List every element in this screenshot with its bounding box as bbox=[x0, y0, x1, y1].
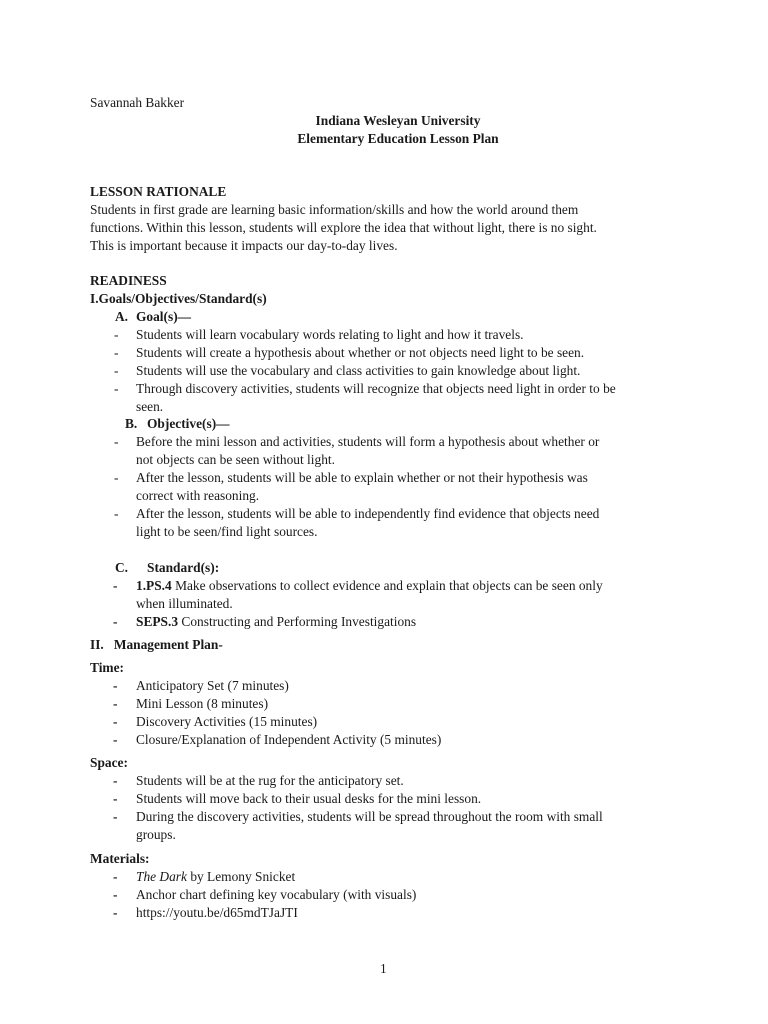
standard-code: 1.PS.4 bbox=[136, 578, 172, 593]
materials-item bbox=[136, 868, 295, 886]
time-item: Anticipatory Set (7 minutes) bbox=[136, 678, 289, 693]
section-i-heading: I.Goals/Objectives/Standard(s) bbox=[90, 291, 267, 306]
standard-code: SEPS.3 bbox=[136, 614, 179, 629]
standard-item-continued: when illuminated. bbox=[136, 596, 233, 611]
goal-item: Through discovery activities, students will recognize that objects need light in order to be bbox=[136, 381, 616, 396]
bullet: - bbox=[114, 327, 119, 342]
document-title: Elementary Education Lesson Plan bbox=[297, 131, 499, 146]
author-name: Savannah Bakker bbox=[90, 95, 185, 110]
time-item: Mini Lesson (8 minutes) bbox=[136, 696, 269, 711]
bullet: - bbox=[114, 363, 119, 378]
bullet: - bbox=[113, 696, 118, 711]
bullet: - bbox=[114, 381, 119, 396]
objective-item-continued: light to be seen/find light sources. bbox=[136, 524, 318, 539]
space-heading: Space: bbox=[90, 755, 128, 770]
bullet: - bbox=[113, 578, 118, 593]
space-item: Students will move back to their usual desks for the mini lesson. bbox=[136, 791, 482, 806]
objective-item-continued: correct with reasoning. bbox=[136, 488, 260, 503]
bullet: - bbox=[113, 678, 118, 693]
space-item: During the discovery activities, students will be spread throughout the room with small bbox=[136, 809, 603, 824]
goal-item: Students will learn vocabulary words relating to light and how it travels. bbox=[136, 327, 524, 342]
rationale-heading: LESSON RATIONALE bbox=[90, 184, 227, 199]
goal-item-continued: seen. bbox=[136, 399, 164, 414]
standard-item bbox=[136, 613, 416, 631]
objective-item: After the lesson, students will be able to explain whether or not their hypothesis was bbox=[136, 470, 588, 485]
standards-label: C. bbox=[115, 560, 129, 575]
bullet: - bbox=[113, 887, 118, 902]
goal-item: Students will use the vocabulary and class activities to gain knowledge about light. bbox=[136, 363, 581, 378]
standard-text: Make observations to collect evidence and explain that objects can be seen only bbox=[171, 578, 603, 593]
management-heading: II. Management Plan- bbox=[90, 637, 223, 652]
bullet: - bbox=[113, 732, 118, 747]
space-item-continued: groups. bbox=[136, 827, 176, 842]
objective-item: Before the mini lesson and activities, students will form a hypothesis about whether or bbox=[136, 434, 600, 449]
university-name: Indiana Wesleyan University bbox=[315, 113, 481, 128]
bullet: - bbox=[114, 470, 119, 485]
page-number: 1 bbox=[380, 961, 387, 976]
bullet: - bbox=[113, 905, 118, 920]
objective-item: After the lesson, students will be able to independently find evidence that objects need bbox=[136, 506, 600, 521]
bullet: - bbox=[114, 345, 119, 360]
bullet: - bbox=[113, 773, 118, 788]
objective-item-continued: not objects can be seen without light. bbox=[136, 452, 335, 467]
goals-label: A. bbox=[115, 309, 129, 324]
space-item: Students will be at the rug for the anticipatory set. bbox=[136, 773, 404, 788]
goals-heading: Goal(s)— bbox=[136, 309, 192, 324]
objectives-label: B. bbox=[125, 416, 138, 431]
bullet: - bbox=[114, 506, 119, 521]
bullet: - bbox=[113, 809, 118, 824]
bullet: - bbox=[114, 434, 119, 449]
readiness-heading: READINESS bbox=[90, 273, 167, 288]
time-item: Closure/Explanation of Independent Activity (5 minutes) bbox=[136, 732, 442, 747]
bullet: - bbox=[113, 791, 118, 806]
goal-item: Students will create a hypothesis about whether or not objects need light to be seen. bbox=[136, 345, 585, 360]
standard-text: Constructing and Performing Investigations bbox=[178, 614, 417, 629]
time-item: Discovery Activities (15 minutes) bbox=[136, 714, 318, 729]
time-heading: Time: bbox=[90, 660, 124, 675]
book-title: The Dark bbox=[136, 869, 187, 884]
standards-heading: Standard(s): bbox=[147, 560, 220, 575]
bullet: - bbox=[113, 869, 118, 884]
standard-item bbox=[136, 577, 603, 595]
video-link[interactable]: https://youtu.be/d65mdTJaJTI bbox=[136, 905, 298, 920]
bullet: - bbox=[113, 714, 118, 729]
rationale-line: This is important because it impacts our day-to-day lives. bbox=[90, 238, 398, 253]
book-author: by Lemony Snicket bbox=[186, 869, 296, 884]
rationale-line: Students in first grade are learning basic information/skills and how the world around them bbox=[90, 202, 579, 217]
materials-heading: Materials: bbox=[90, 851, 150, 866]
bullet: - bbox=[113, 614, 118, 629]
rationale-line: functions. Within this lesson, students will explore the idea that without light, there is no sight. bbox=[90, 220, 597, 235]
objectives-heading: Objective(s)— bbox=[147, 416, 230, 431]
materials-item: Anchor chart defining key vocabulary (with visuals) bbox=[136, 887, 417, 902]
